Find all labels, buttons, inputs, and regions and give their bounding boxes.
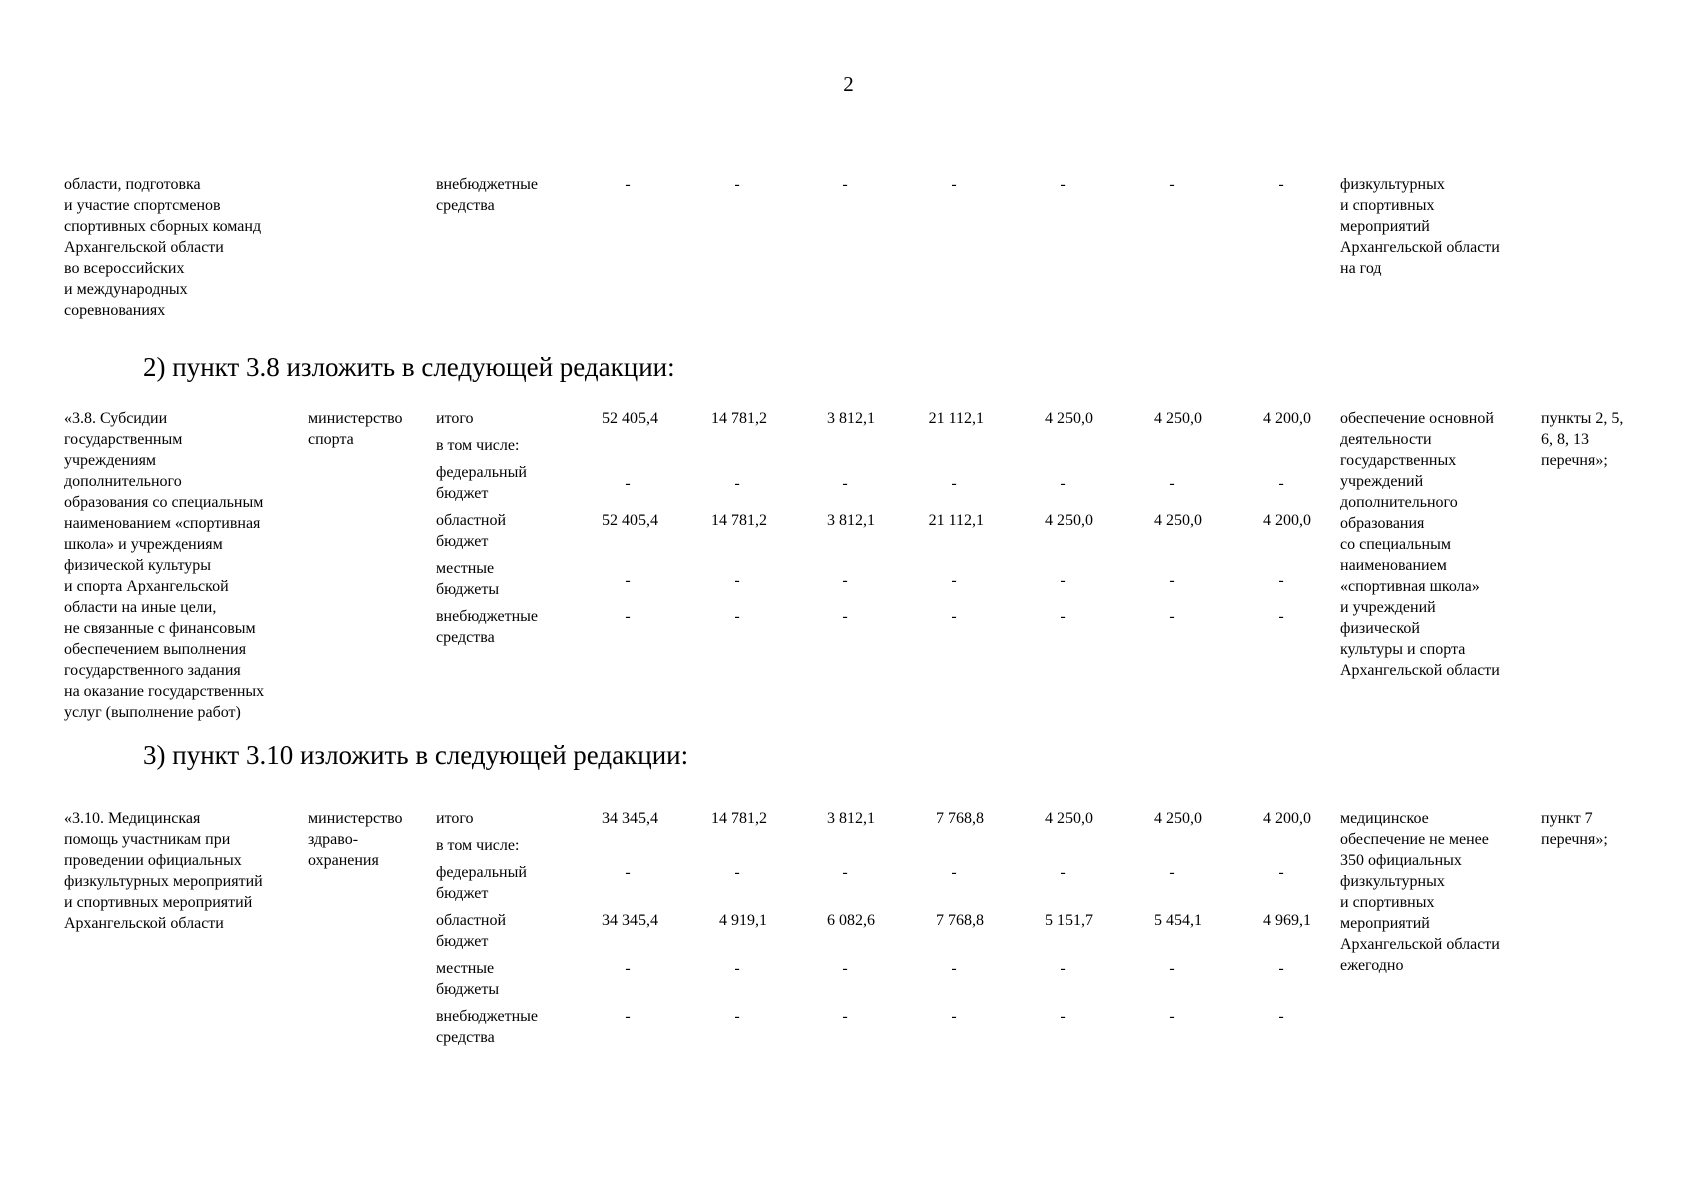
- value-cell: -: [951, 960, 957, 977]
- value-cell: -: [734, 864, 740, 881]
- value-cell: -: [951, 572, 957, 589]
- value-cell: 4 200,0: [1263, 810, 1311, 827]
- value-cell: 3 812,1: [827, 810, 875, 827]
- value-cell: 5 151,7: [1045, 912, 1093, 929]
- value-cell: -: [625, 475, 631, 492]
- document-link: пункты 2, 5, 6, 8, 13 перечня»;: [1541, 410, 1624, 469]
- funding-row-label: областной бюджет: [436, 512, 507, 550]
- section-heading: 3) пункт 3.10 изложить в следующей редакции:: [143, 740, 689, 770]
- value-cell: -: [734, 1008, 740, 1025]
- value-cell: -: [1060, 1008, 1066, 1025]
- value-cell: 4 969,1: [1263, 912, 1311, 929]
- value-cell: 34 345,4: [602, 810, 658, 827]
- value-cell: -: [1278, 176, 1284, 193]
- funding-row-label: итого: [436, 410, 474, 427]
- funding-row-label: в том числе:: [436, 437, 520, 454]
- value-cell: -: [1278, 864, 1284, 881]
- value-cell: 6 082,6: [827, 912, 875, 929]
- value-cell: -: [1060, 960, 1066, 977]
- value-cell: 7 768,8: [936, 810, 984, 827]
- funding-row-label: местные бюджеты: [436, 560, 500, 598]
- funding-row-label: внебюджетные средства: [436, 608, 538, 646]
- value-cell: -: [625, 176, 631, 193]
- activity-name: области, подготовка и участие спортсменов спортивных сборных команд Архангельской области во всероссийских и международных соревнованиях: [64, 176, 262, 319]
- value-cell: -: [1169, 960, 1175, 977]
- funding-row-label: федеральный бюджет: [436, 464, 527, 502]
- funding-row-label: итого: [436, 810, 474, 827]
- value-cell: -: [842, 176, 848, 193]
- value-cell: -: [842, 960, 848, 977]
- funding-row-label: в том числе:: [436, 837, 520, 854]
- value-cell: 4 919,1: [719, 912, 767, 929]
- funding-source-label: внебюджетные средства: [436, 176, 538, 214]
- value-cell: -: [734, 176, 740, 193]
- page-number: 2: [843, 72, 854, 96]
- value-cell: -: [1060, 608, 1066, 625]
- value-cell: 4 250,0: [1045, 810, 1093, 827]
- value-cell: 4 250,0: [1154, 512, 1202, 529]
- value-cell: 14 781,2: [711, 512, 767, 529]
- funding-row-label: внебюджетные средства: [436, 1008, 538, 1046]
- value-cell: 34 345,4: [602, 912, 658, 929]
- activity-name: «3.8. Субсидии государственным учреждениям дополнительного образования со специальным наименованием «спортивная школа» и учреждениям физической культуры и спорта Архангельской области на иные цели, не связанные с финансовым обеспечением выполнения государственного задания на оказание государственных услуг (выполнение работ): [64, 410, 265, 721]
- value-cell: -: [842, 1008, 848, 1025]
- value-cell: -: [1060, 572, 1066, 589]
- value-cell: -: [1278, 1008, 1284, 1025]
- value-cell: 3 812,1: [827, 410, 875, 427]
- value-cell: -: [625, 608, 631, 625]
- value-cell: -: [842, 864, 848, 881]
- value-cell: 7 768,8: [936, 912, 984, 929]
- value-cell: -: [951, 1008, 957, 1025]
- value-cell: -: [1060, 864, 1066, 881]
- value-cell: -: [625, 572, 631, 589]
- funding-row-label: федеральный бюджет: [436, 864, 527, 902]
- value-cell: -: [1278, 608, 1284, 625]
- funding-row-label: областной бюджет: [436, 912, 507, 950]
- value-cell: -: [625, 960, 631, 977]
- value-cell: -: [842, 608, 848, 625]
- activity-name: «3.10. Медицинская помощь участникам при проведении официальных физкультурных мероприятий и спортивных мероприятий Архангельской области: [64, 810, 263, 932]
- value-cell: 52 405,4: [602, 512, 658, 529]
- value-cell: -: [625, 864, 631, 881]
- value-cell: 4 250,0: [1045, 410, 1093, 427]
- value-cell: -: [1060, 475, 1066, 492]
- value-cell: 14 781,2: [711, 410, 767, 427]
- funding-row-label: местные бюджеты: [436, 960, 500, 998]
- value-cell: -: [1169, 572, 1175, 589]
- value-cell: -: [734, 608, 740, 625]
- value-cell: -: [951, 608, 957, 625]
- value-cell: -: [1278, 475, 1284, 492]
- value-cell: -: [734, 475, 740, 492]
- value-cell: -: [1278, 572, 1284, 589]
- value-cell: -: [1278, 960, 1284, 977]
- value-cell: -: [1060, 176, 1066, 193]
- value-cell: -: [734, 960, 740, 977]
- value-cell: 52 405,4: [602, 410, 658, 427]
- expected-result: медицинское обеспечение не менее 350 официальных физкультурных и спортивных мероприятий Архангельской области ежегодно: [1340, 810, 1500, 974]
- value-cell: -: [842, 475, 848, 492]
- value-cell: -: [1169, 475, 1175, 492]
- value-cell: 4 250,0: [1154, 410, 1202, 427]
- value-cell: 4 200,0: [1263, 512, 1311, 529]
- executor: министерство спорта: [308, 410, 403, 448]
- value-cell: -: [734, 572, 740, 589]
- value-cell: -: [1169, 864, 1175, 881]
- executor: министерство здраво- охранения: [308, 810, 403, 869]
- value-cell: -: [951, 475, 957, 492]
- value-cell: 21 112,1: [928, 512, 984, 529]
- value-cell: 3 812,1: [827, 512, 875, 529]
- expected-result: физкультурных и спортивных мероприятий Архангельской области на год: [1340, 176, 1500, 277]
- value-cell: 4 250,0: [1154, 810, 1202, 827]
- value-cell: -: [625, 1008, 631, 1025]
- value-cell: 14 781,2: [711, 810, 767, 827]
- expected-result: обеспечение основной деятельности государственных учреждений дополнительного образования со специальным наименованием «спортивная школа» и учреждений физической культуры и спорта Архангельской области: [1340, 410, 1500, 679]
- value-cell: 5 454,1: [1154, 912, 1202, 929]
- value-cell: -: [1169, 608, 1175, 625]
- value-cell: -: [1169, 1008, 1175, 1025]
- value-cell: -: [951, 864, 957, 881]
- section-heading: 2) пункт 3.8 изложить в следующей редакции:: [143, 352, 675, 382]
- value-cell: -: [1169, 176, 1175, 193]
- value-cell: 4 200,0: [1263, 410, 1311, 427]
- value-cell: -: [842, 572, 848, 589]
- value-cell: -: [951, 176, 957, 193]
- document-link: пункт 7 перечня»;: [1541, 810, 1608, 848]
- value-cell: 21 112,1: [928, 410, 984, 427]
- value-cell: 4 250,0: [1045, 512, 1093, 529]
